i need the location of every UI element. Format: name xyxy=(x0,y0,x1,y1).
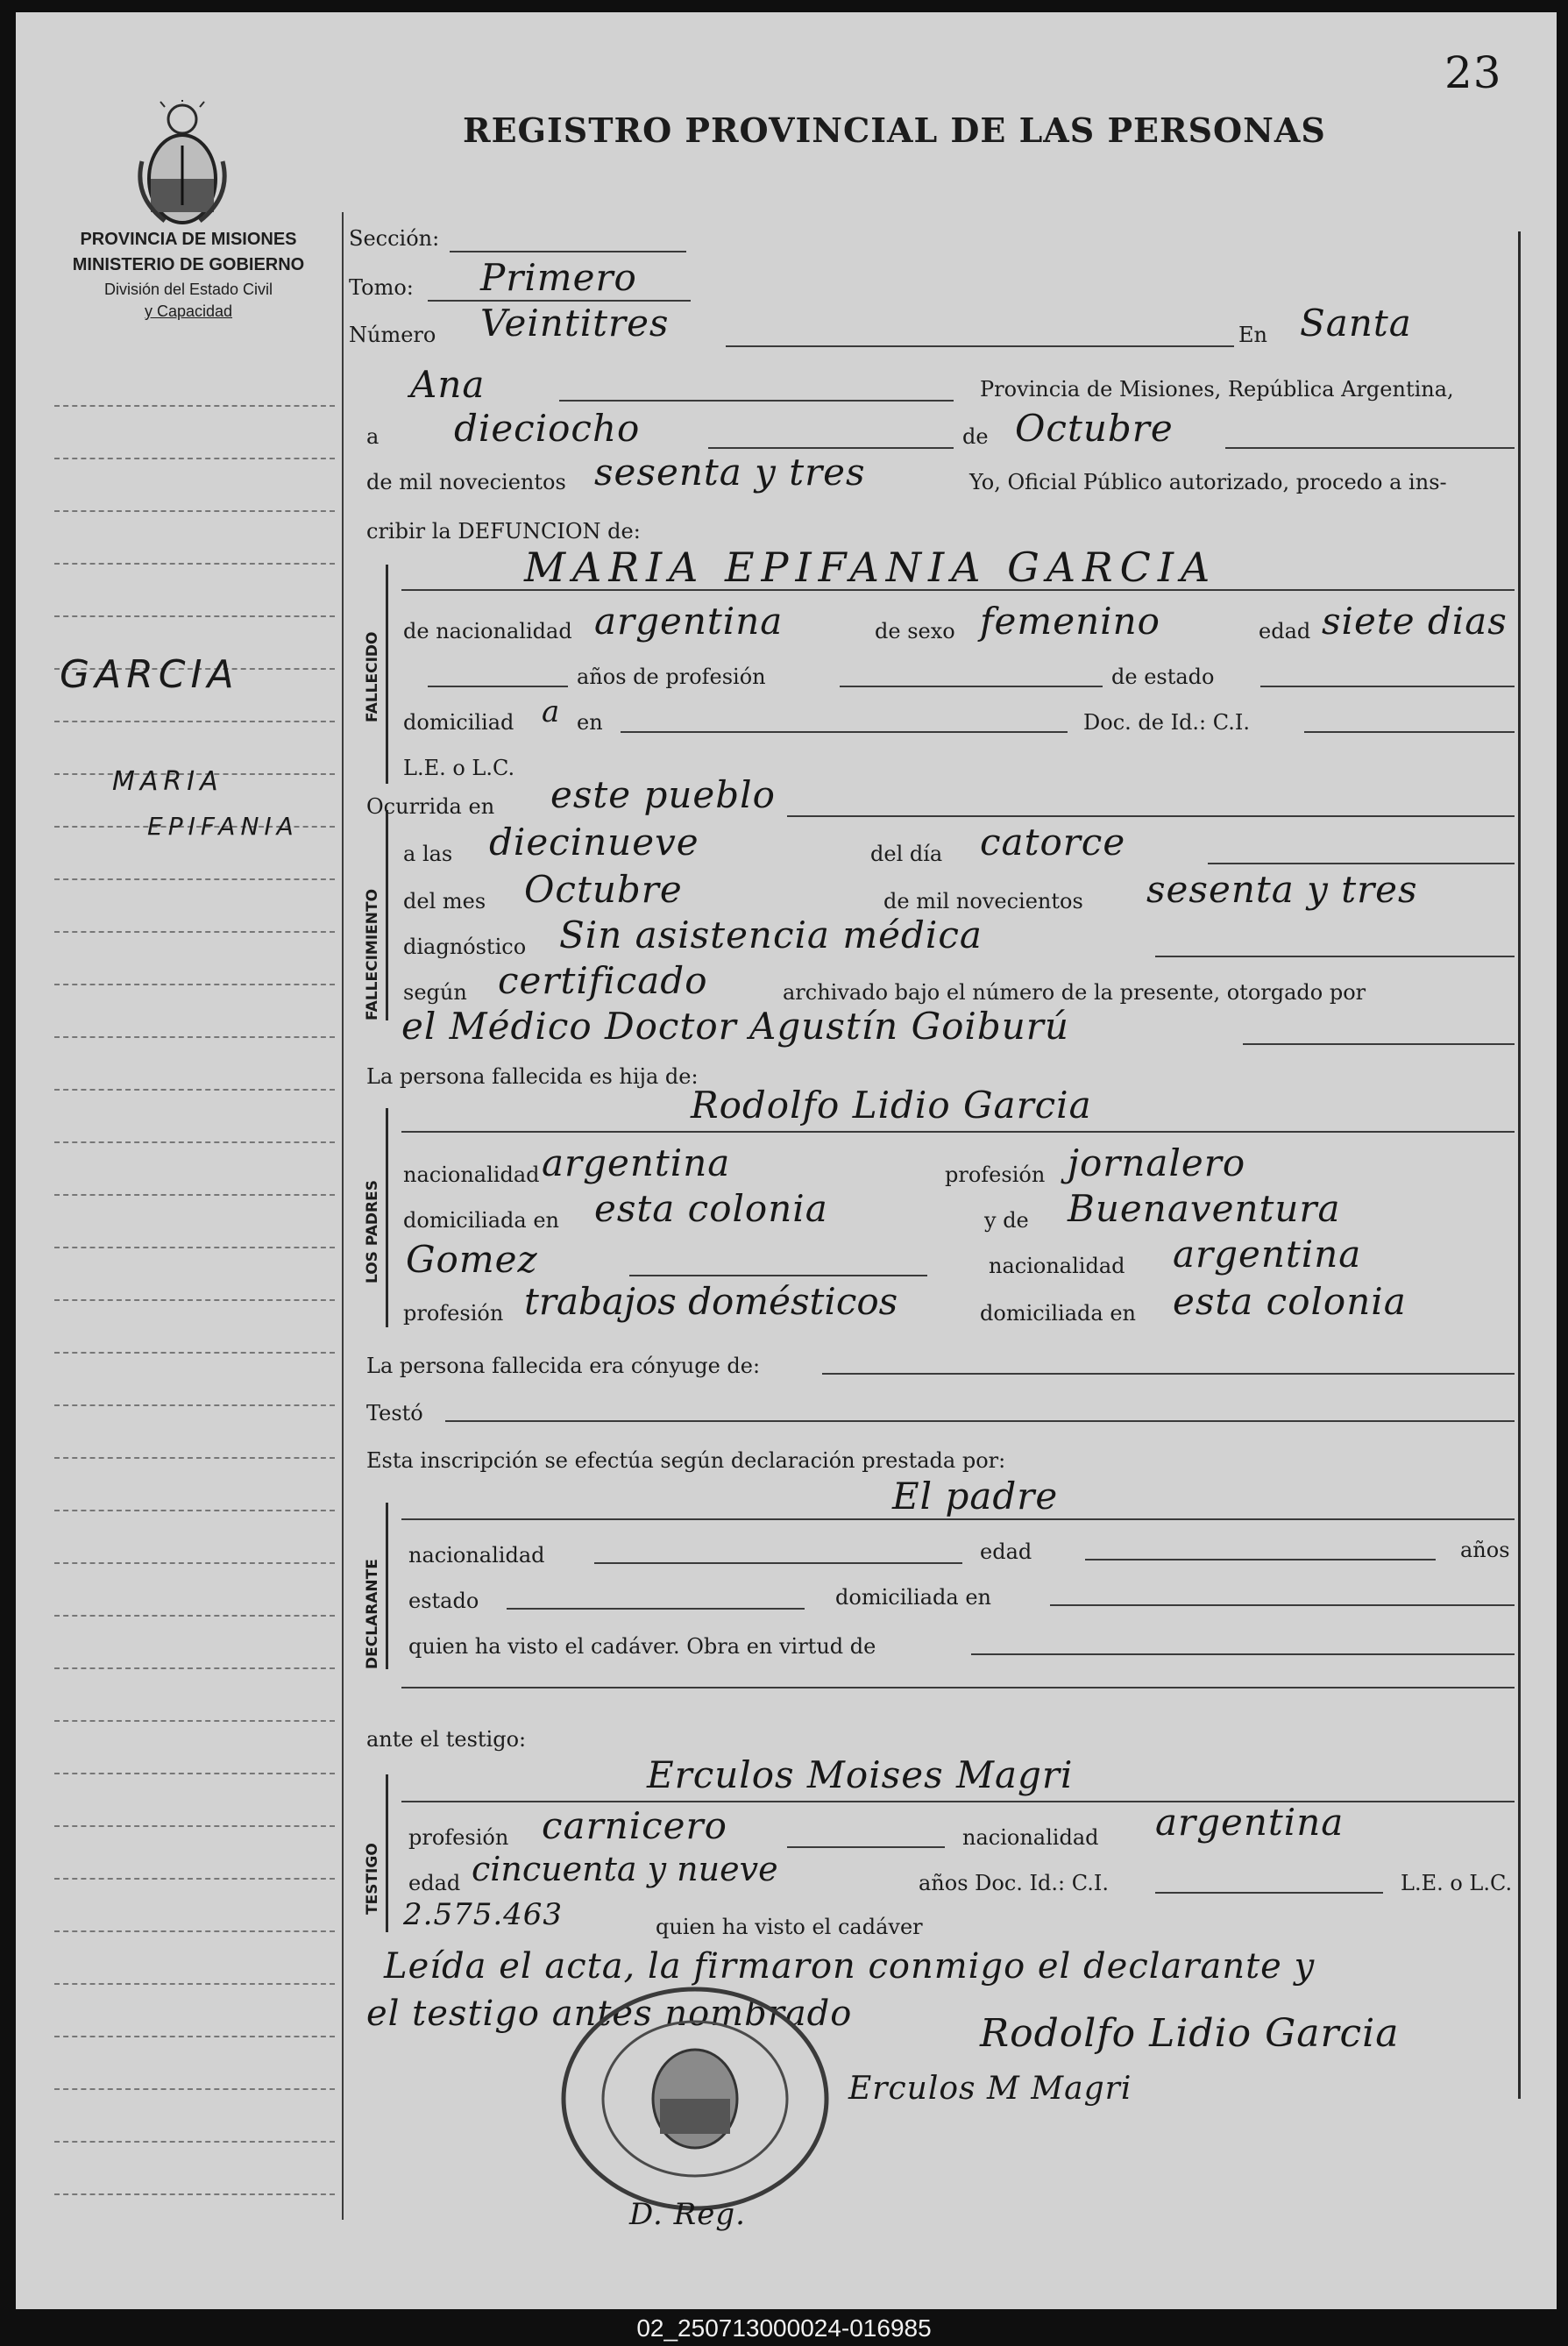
value-segun: certificado xyxy=(498,959,708,1002)
value-a-las: diecinueve xyxy=(489,821,699,864)
label-ocurrida-en: Ocurrida en xyxy=(366,794,495,819)
label-en: En xyxy=(1238,323,1267,347)
document-page xyxy=(16,12,1557,2309)
label-edad-declarante: edad xyxy=(980,1539,1032,1564)
label-nacionalidad-madre: nacionalidad xyxy=(989,1254,1125,1278)
value-madre: Buenaventura xyxy=(1068,1187,1341,1230)
value-nacionalidad: argentina xyxy=(594,600,784,643)
value-ano: sesenta y tres xyxy=(594,451,866,494)
label-cribir: cribir la DEFUNCION de: xyxy=(366,519,641,544)
value-testigo: Erculos Moises Magri xyxy=(647,1753,1074,1796)
value-medico: el Médico Doctor Agustín Goiburú xyxy=(401,1005,1069,1048)
label-de-sexo: de sexo xyxy=(875,619,955,643)
label-de-mil-novecientos: de mil novecientos xyxy=(366,470,566,494)
value-padre: Rodolfo Lidio Garcia xyxy=(691,1084,1092,1127)
label-diagnostico: diagnóstico xyxy=(403,935,527,959)
label-le-lc: L.E. o L.C. xyxy=(403,756,515,780)
label-a: a xyxy=(366,424,380,449)
image-id-caption: 02_250713000024-016985 xyxy=(636,2314,932,2342)
signature-testigo: Erculos M Magri xyxy=(848,2071,1132,2107)
signature-declarante: Rodolfo Lidio Garcia xyxy=(980,2011,1400,2056)
label-de-nacionalidad: de nacionalidad xyxy=(403,619,572,643)
value-padre-profesion: jornalero xyxy=(1068,1141,1246,1184)
label-tomo: Tomo: xyxy=(349,275,414,300)
value-madre-domicilio: esta colonia xyxy=(1173,1280,1407,1323)
value-ano-2: sesenta y tres xyxy=(1146,868,1418,911)
label-nacionalidad: nacionalidad xyxy=(403,1162,540,1187)
label-profesion-testigo: profesión xyxy=(408,1825,509,1850)
label-inscripcion: Esta inscripción se efectúa según declaración prestada por: xyxy=(366,1448,1006,1473)
org-line-1: PROVINCIA DE MISIONES xyxy=(80,230,297,249)
value-del-mes: Octubre xyxy=(524,868,683,911)
value-padre-nacionalidad: argentina xyxy=(542,1141,731,1184)
margin-surname: GARCIA xyxy=(60,652,239,697)
label-le-lc-testigo: L.E. o L.C. xyxy=(1401,1871,1513,1895)
official-stamp xyxy=(550,1976,840,2222)
value-domiciliad-suffix: a xyxy=(542,694,561,729)
label-quien-ha-visto-testigo: quien ha visto el cadáver xyxy=(656,1915,923,1939)
label-edad: edad xyxy=(1259,619,1311,643)
margin-given-name-2: EPIFANIA xyxy=(147,812,299,841)
margin-column xyxy=(35,212,344,2220)
section-label-testigo: TESTIGO xyxy=(364,1843,381,1915)
value-testigo-ci: 2.575.463 xyxy=(403,1897,564,1932)
label-hija-de: La persona fallecida es hija de: xyxy=(366,1064,699,1089)
value-mes: Octubre xyxy=(1015,407,1174,450)
value-testigo-nacionalidad: argentina xyxy=(1155,1801,1345,1844)
value-diagnostico: Sin asistencia médica xyxy=(559,914,983,956)
margin-given-name-1: MARIA xyxy=(112,766,223,797)
label-profesion-madre: profesión xyxy=(403,1301,504,1326)
value-numero: Veintitres xyxy=(480,302,670,345)
label-del-mes: del mes xyxy=(403,889,486,914)
label-en-domicilio: en xyxy=(577,710,603,735)
value-madre-nacionalidad: argentina xyxy=(1173,1233,1362,1276)
value-madre-apellido: Gomez xyxy=(406,1238,538,1281)
value-nombre: MARIA EPIFANIA GARCIA xyxy=(524,544,1217,591)
label-anos-de-profesion: años de profesión xyxy=(577,665,766,689)
section-label-fallecimiento: FALLECIMIENTO xyxy=(364,888,381,1020)
label-del-dia: del día xyxy=(870,842,943,866)
label-testo: Testó xyxy=(366,1401,423,1425)
value-edad: siete dias xyxy=(1322,600,1508,643)
label-quien-ha-visto: quien ha visto el cadáver. Obra en virtud de xyxy=(408,1634,876,1659)
label-provincia: Provincia de Misiones, República Argentina, xyxy=(980,377,1454,402)
label-nacionalidad-testigo: nacionalidad xyxy=(962,1825,1099,1850)
label-yo-oficial: Yo, Oficial Público autorizado, procedo a ins- xyxy=(969,470,1447,494)
label-nacionalidad-declarante: nacionalidad xyxy=(408,1543,545,1568)
closing-line-2: el testigo antes nombrado xyxy=(366,1994,853,2034)
label-de-estado: de estado xyxy=(1111,665,1215,689)
section-label-declarante: DECLARANTE xyxy=(364,1559,381,1669)
value-madre-profesion: trabajos domésticos xyxy=(524,1280,898,1323)
signature-official: D. Reg. xyxy=(629,2197,746,2232)
label-de: de xyxy=(962,424,989,449)
closing-line-1: Leída el acta, la firmaron conmigo el declarante y xyxy=(384,1946,1316,1987)
value-padre-domicilio: esta colonia xyxy=(594,1187,828,1230)
value-ciudad-2: Ana xyxy=(410,363,486,406)
value-tomo: Primero xyxy=(480,256,637,299)
org-line-2: MINISTERIO DE GOBIERNO xyxy=(72,255,305,274)
label-conyuge: La persona fallecida era cónyuge de: xyxy=(366,1354,761,1378)
label-ante-testigo: ante el testigo: xyxy=(366,1727,527,1752)
org-line-3: División del Estado Civil xyxy=(103,281,273,298)
org-line-4: y Capacidad xyxy=(144,302,233,320)
document-title: REGISTRO PROVINCIAL DE LAS PERSONAS xyxy=(463,110,1326,150)
value-en: Santa xyxy=(1300,302,1412,345)
label-y-de: y de xyxy=(984,1208,1029,1233)
label-profesion: profesión xyxy=(945,1162,1046,1187)
value-sexo: femenino xyxy=(980,600,1160,643)
label-anos-doc-id: años Doc. Id.: C.I. xyxy=(919,1871,1109,1895)
label-doc-id: Doc. de Id.: C.I. xyxy=(1083,710,1251,735)
section-label-padres: LOS PADRES xyxy=(364,1180,381,1283)
value-testigo-edad: cincuenta y nueve xyxy=(472,1850,778,1888)
label-archivado: archivado bajo el número de la presente, otorgado por xyxy=(783,980,1366,1005)
label-anos-declarante: años xyxy=(1460,1538,1510,1562)
label-a-las: a las xyxy=(403,842,453,866)
label-domiciliada-declarante: domiciliada en xyxy=(835,1585,991,1610)
label-de-mil-novecientos-2: de mil novecientos xyxy=(883,889,1083,914)
label-edad-testigo: edad xyxy=(408,1871,461,1895)
value-ocurrida-en: este pueblo xyxy=(550,773,776,816)
section-label-fallecido: FALLECIDO xyxy=(364,631,381,722)
page-number: 23 xyxy=(1444,47,1502,98)
value-declarante: El padre xyxy=(892,1475,1059,1518)
label-domiciliada-en: domiciliada en xyxy=(403,1208,559,1233)
value-testigo-profesion: carnicero xyxy=(542,1804,727,1847)
label-domiciliada-en-madre: domiciliada en xyxy=(980,1301,1136,1326)
label-domiciliad: domiciliad xyxy=(403,710,514,735)
value-del-dia: catorce xyxy=(980,821,1126,864)
value-dia: dieciocho xyxy=(454,407,641,450)
label-seccion: Sección: xyxy=(349,226,440,251)
label-segun: según xyxy=(403,980,467,1005)
label-numero: Número xyxy=(349,323,436,347)
label-estado-declarante: estado xyxy=(408,1589,479,1613)
